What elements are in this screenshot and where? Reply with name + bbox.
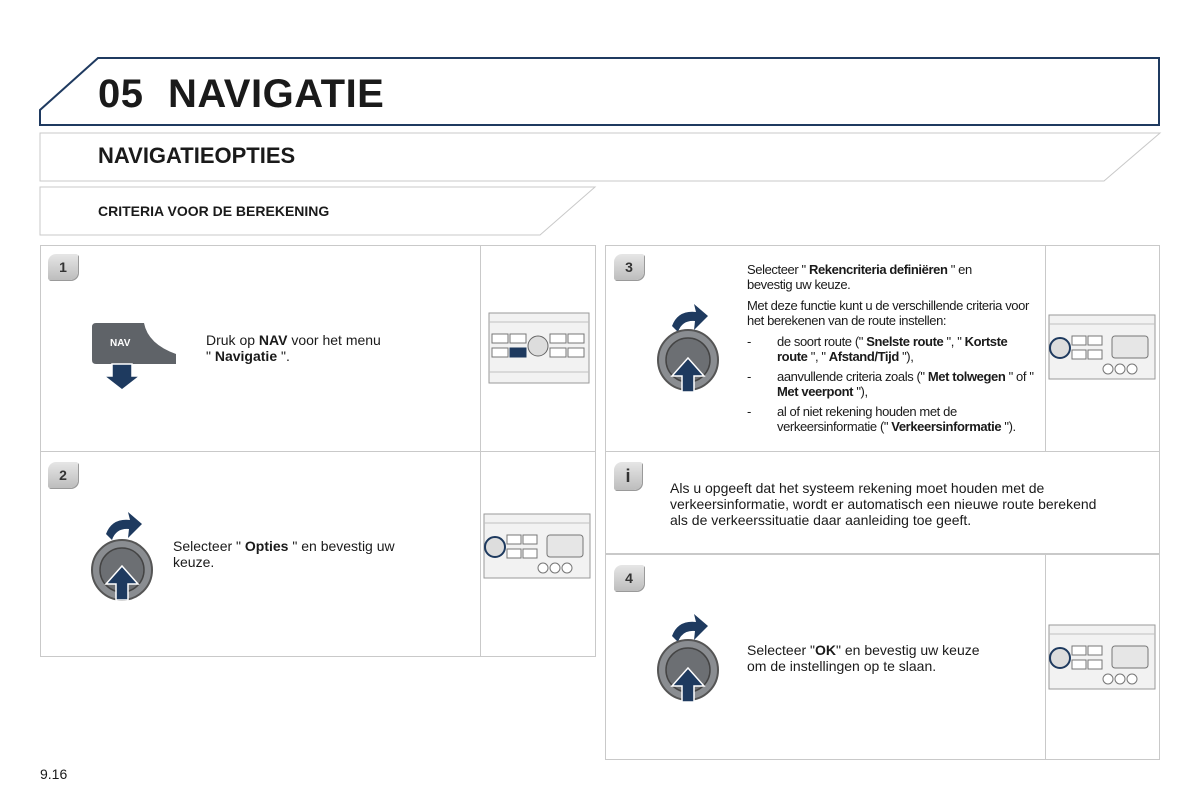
nav-button-press-illustration xyxy=(90,320,182,392)
list-item: - aanvullende criteria zoals (" Met tolwegen " of " Met veerpont "), xyxy=(747,369,1037,399)
radio-panel-illustration xyxy=(1048,314,1156,380)
rotary-knob-illustration xyxy=(654,300,724,396)
subsection-title: CRITERIA VOOR DE BEREKENING xyxy=(98,203,330,219)
radio-panel-illustration xyxy=(488,312,590,384)
section-title: NAVIGATIEOPTIES xyxy=(98,143,296,168)
chapter-number: 05 xyxy=(98,72,144,116)
step-4-badge: 4 xyxy=(614,565,644,591)
info-text: Als u opgeeft dat het systeem rekening moet houden met de verkeersinformatie, wordt er automatisch een nieuwe route berekend als de verkeerssituatie daar aanleiding toe geeft. xyxy=(670,480,1097,528)
divider xyxy=(1045,245,1046,451)
page-number: 9.16 xyxy=(40,766,68,782)
step-1-text: Druk op NAV voor het menu " Navigatie ". xyxy=(206,332,381,364)
step-1-badge: 1 xyxy=(48,254,78,280)
step-3-badge: 3 xyxy=(614,254,644,280)
step-2-badge: 2 xyxy=(48,462,78,488)
step-4-text: Selecteer "OK" en bevestig uw keuze om de instellingen op te slaan. xyxy=(747,642,980,674)
list-item: - de soort route (" Snelste route ", " Kortste route ", " Afstand/Tijd "), xyxy=(747,334,1037,364)
divider xyxy=(605,451,1160,452)
radio-panel-illustration xyxy=(483,513,591,579)
step-3-text: Selecteer " Rekencriteria definiëren " en bevestig uw keuze. Met deze functie kunt u de verschillende criteria voor het berekenen van de route instellen: - de soort route (" Snelste route ", " Kortste route ", " Afstand/Tijd "), - aanvullende criteria zoals (" Met tolwegen " of " Met veerpont "), - al of niet rekening houden met de verkeersinformatie (" Verkeersinformatie "). xyxy=(747,262,1037,439)
radio-panel-illustration xyxy=(1048,624,1156,690)
divider xyxy=(1045,554,1046,760)
info-icon: i xyxy=(614,462,642,490)
rotary-knob-illustration xyxy=(88,508,158,604)
divider xyxy=(40,451,596,452)
nav-key-label: NAV xyxy=(110,338,131,349)
step-2-text: Selecteer " Opties " en bevestig uw keuze. xyxy=(173,538,395,570)
chapter-title: NAVIGATIE xyxy=(168,72,385,116)
list-item: - al of niet rekening houden met de verkeersinformatie (" Verkeersinformatie "). xyxy=(747,404,1037,434)
rotary-knob-illustration xyxy=(654,610,724,706)
